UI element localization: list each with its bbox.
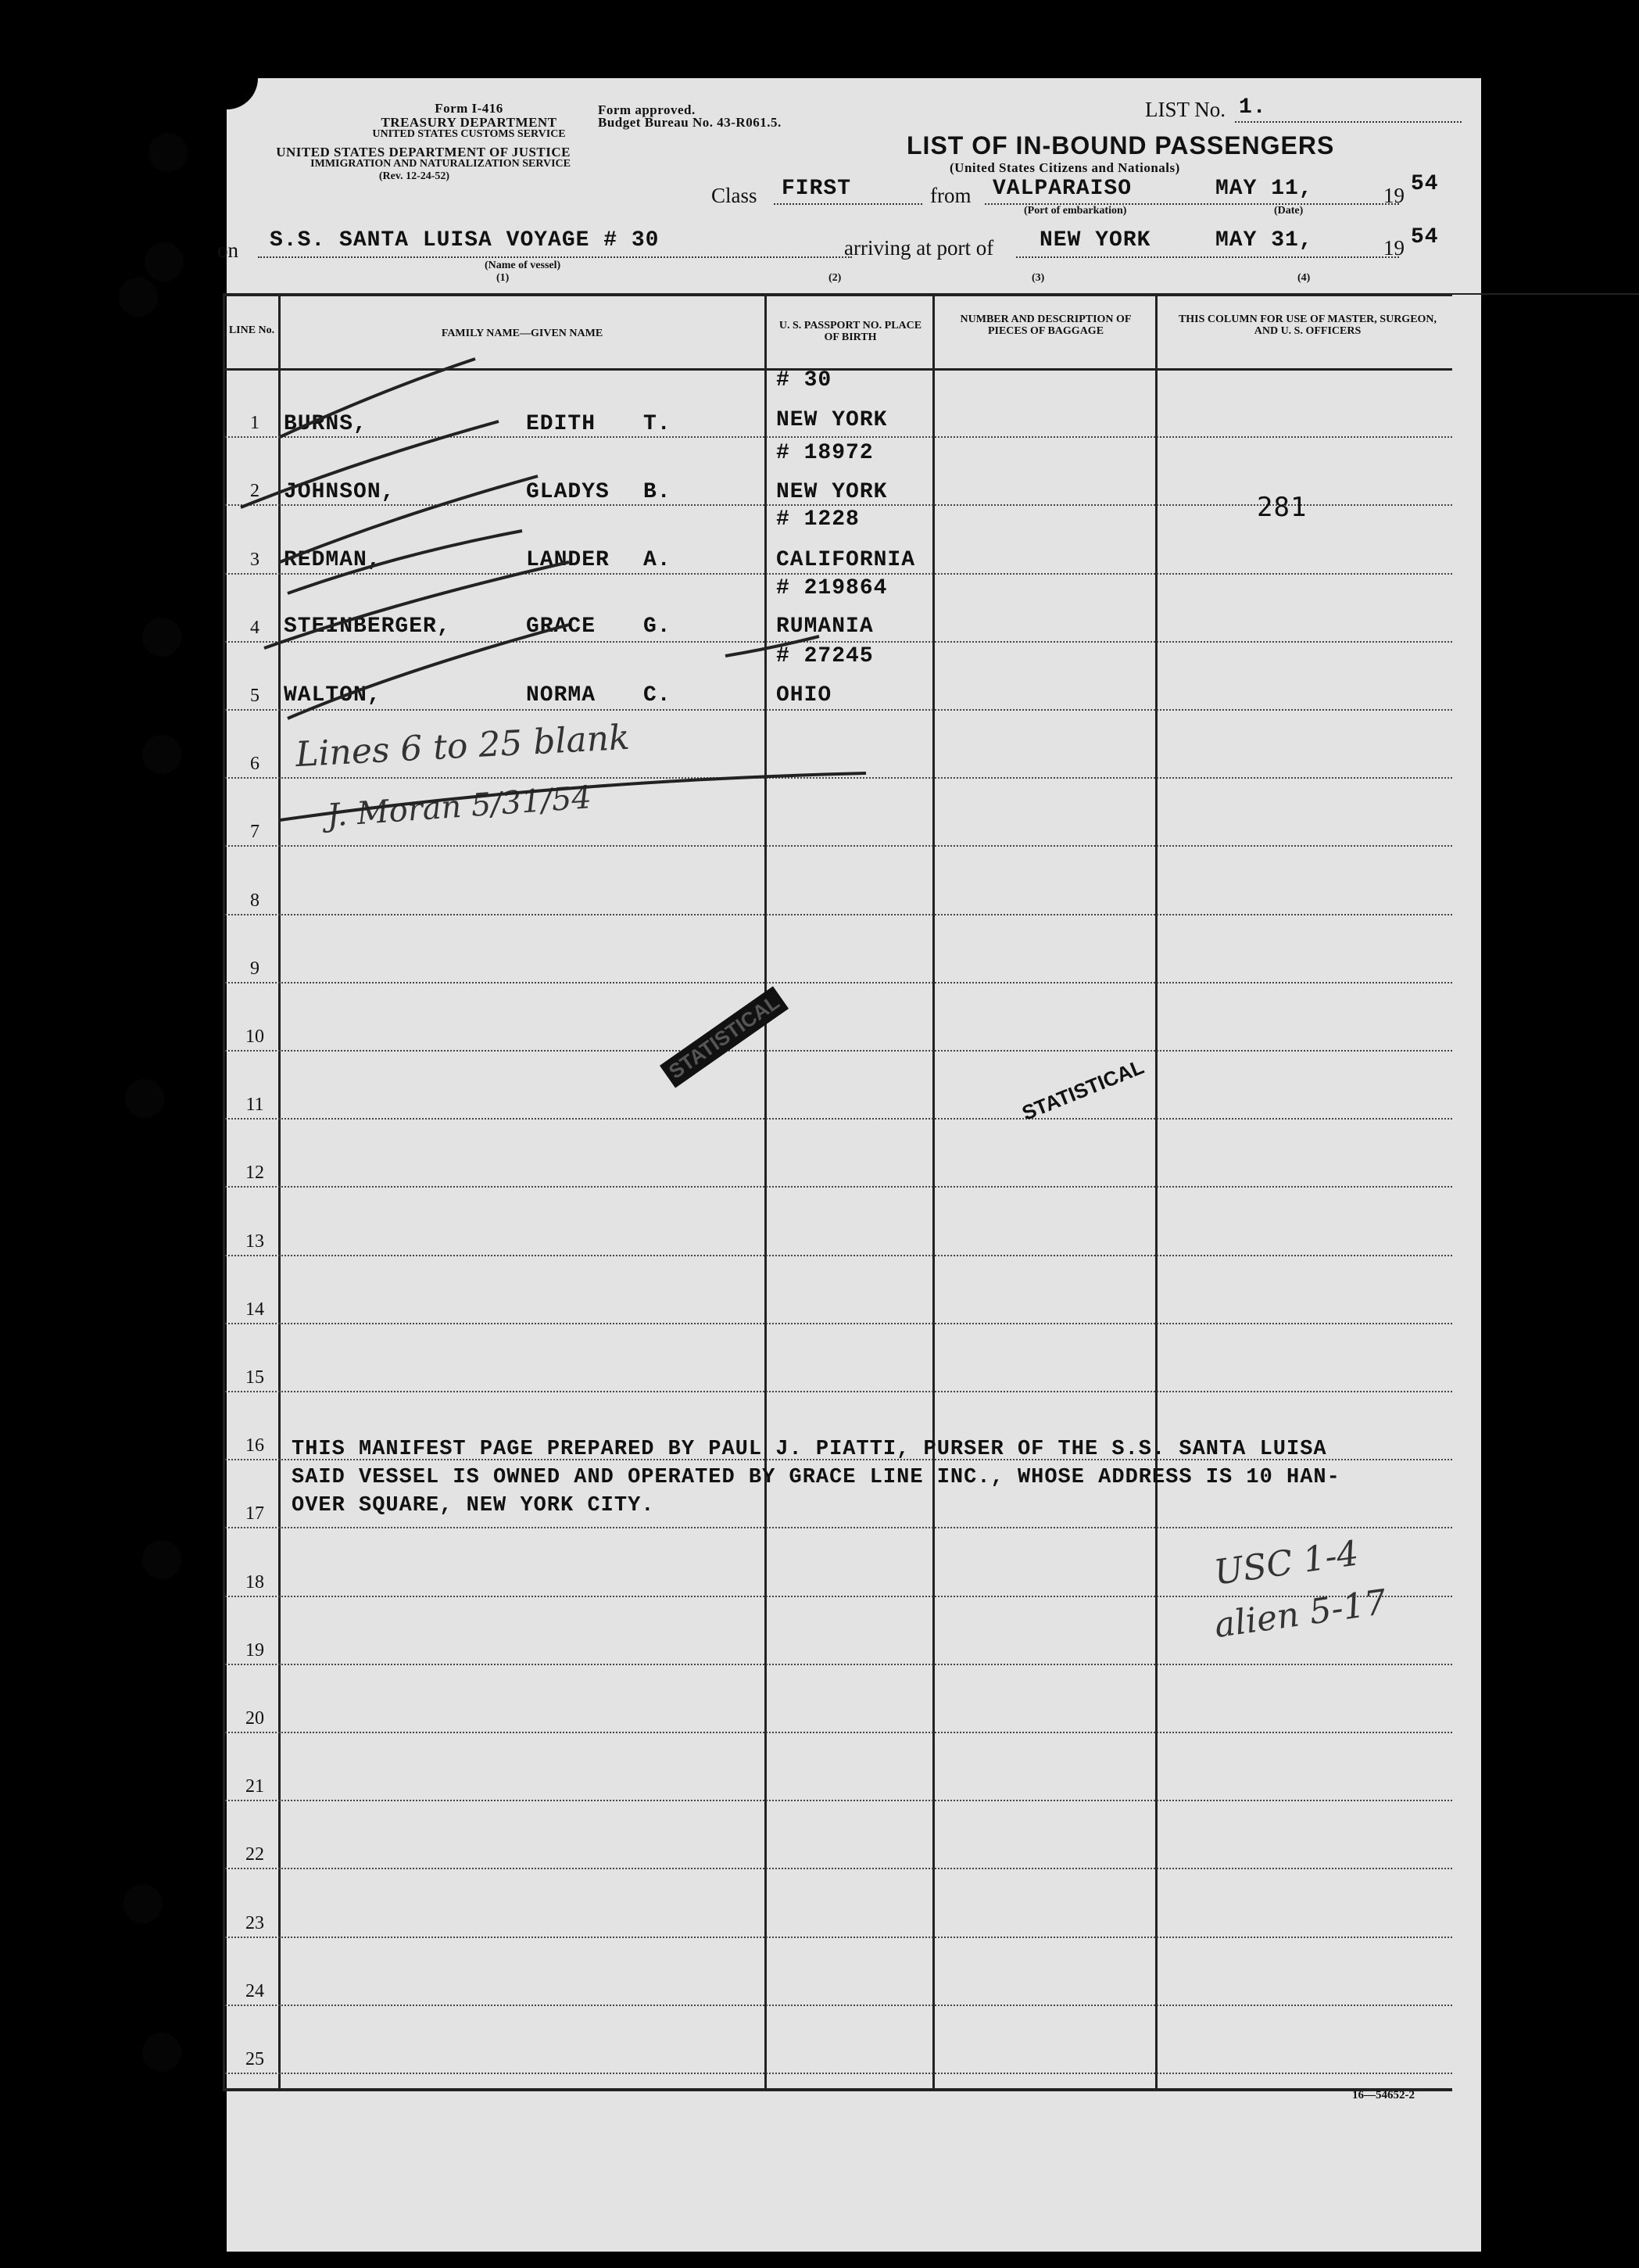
vessel-name: S.S. SANTA LUISA VOYAGE # 30	[270, 228, 660, 253]
handwritten-alien-count: alien 5-17	[1211, 1582, 1390, 1646]
passenger-2-initial: B.	[643, 480, 671, 504]
passenger-4-given: GRACE	[526, 614, 596, 639]
vessel-caption: (Name of vessel)	[485, 260, 561, 271]
page-subtitle: (United States Citizens and Nationals)	[950, 160, 1180, 175]
line-number: 10	[245, 1027, 264, 1047]
passenger-5-family: WALTON,	[284, 683, 381, 708]
passenger-5-initial: C.	[643, 683, 671, 708]
passenger-4-family: STEINBERGER,	[284, 614, 451, 639]
passenger-1-family: BURNS,	[284, 412, 367, 436]
from-port: VALPARAISO	[993, 177, 1133, 201]
line-number: 23	[245, 1912, 264, 1933]
passenger-3-family: REDMAN,	[284, 548, 381, 572]
passenger-2-passport: # 18972	[776, 441, 874, 465]
line-number: 7	[250, 822, 259, 843]
table-row	[225, 914, 1452, 915]
col-line-no: LINE No.	[228, 324, 275, 336]
col-name: FAMILY NAME—GIVEN NAME	[441, 328, 603, 339]
pen-strike-marks	[163, 281, 1100, 906]
line-number: 12	[245, 1163, 264, 1184]
passenger-1-passport: # 30	[776, 368, 832, 392]
passenger-1-initial: T.	[643, 412, 671, 436]
statement-line-2: SAID VESSEL IS OWNED AND OPERATED BY GRACE LINE INC., WHOSE ADDRESS IS 10 HAN-	[292, 1466, 1340, 1489]
statistical-stamp-1: STATISTICAL	[660, 986, 789, 1087]
class-label: Class	[711, 184, 757, 207]
line-number: 1	[250, 413, 259, 434]
passenger-3-given: LANDER	[526, 548, 610, 572]
line-number: 17	[245, 1503, 264, 1525]
ins-service: IMMIGRATION AND NATURALIZATION SERVICE	[310, 158, 571, 170]
port-embarkation-caption: (Port of embarkation)	[1024, 205, 1127, 217]
line-number: 13	[245, 1231, 264, 1252]
table-row	[225, 1118, 1452, 1120]
arriving-label: arriving at port of	[844, 236, 994, 260]
justice-dept: UNITED STATES DEPARTMENT OF JUSTICE	[276, 145, 571, 159]
table-row	[225, 1937, 1452, 1938]
passenger-4-birthplace: RUMANIA	[776, 614, 874, 639]
from-label: from	[930, 184, 972, 207]
col-officers: THIS COLUMN FOR USE OF MASTER, SURGEON, AND U. S. OFFICERS	[1178, 314, 1437, 337]
table-row	[225, 1868, 1452, 1869]
passenger-4-initial: G.	[643, 614, 671, 639]
passenger-3-birthplace: CALIFORNIA	[776, 548, 916, 572]
table-row	[225, 1391, 1452, 1392]
table-row	[225, 1050, 1452, 1052]
handwritten-blank-note: Lines 6 to 25 blank	[294, 717, 631, 776]
arrival-year: 54	[1411, 225, 1439, 249]
line-number: 9	[250, 958, 259, 979]
class-value: FIRST	[782, 177, 852, 201]
table-row	[225, 1596, 1452, 1597]
passenger-2-family: JOHNSON,	[284, 480, 395, 504]
passenger-3-initial: A.	[643, 548, 671, 572]
line-number: 18	[245, 1571, 264, 1593]
customs-service: UNITED STATES CUSTOMS SERVICE	[372, 128, 566, 140]
passenger-1-birthplace: NEW YORK	[776, 408, 888, 432]
line-number: 8	[250, 890, 259, 911]
line-number: 4	[250, 617, 259, 638]
arrival-port: NEW YORK	[1040, 228, 1151, 253]
line-number: 16	[245, 1435, 264, 1456]
statement-line-3: OVER SQUARE, NEW YORK CITY.	[292, 1494, 655, 1517]
statistical-stamp-2: STATISTICAL	[1018, 1055, 1147, 1125]
line-number: 20	[245, 1708, 264, 1729]
form-number: Form I-416	[435, 101, 503, 116]
date-caption: (Date)	[1274, 205, 1304, 217]
revision: (Rev. 12-24-52)	[378, 170, 450, 182]
passenger-3-passport: # 1228	[776, 507, 860, 532]
passenger-5-birthplace: OHIO	[776, 683, 832, 708]
handwritten-usc-count: USC 1-4	[1211, 1533, 1362, 1593]
from-date: MAY 11,	[1215, 177, 1313, 201]
line-number: 2	[250, 481, 259, 502]
table-row	[225, 1527, 1452, 1528]
passenger-5-passport: # 27245	[776, 644, 874, 668]
statement-line-1: THIS MANIFEST PAGE PREPARED BY PAUL J. PIATTI, PURSER OF THE S.S. SANTA LUISA	[292, 1438, 1327, 1461]
passenger-4-passport: # 219864	[776, 576, 888, 600]
passenger-5-given: NORMA	[526, 683, 596, 708]
from-year-prefix: 19	[1383, 184, 1405, 207]
arrival-year-prefix: 19	[1383, 236, 1405, 260]
passenger-2-birthplace: NEW YORK	[776, 480, 888, 504]
line-number: 5	[250, 686, 259, 706]
table-row	[225, 1732, 1452, 1733]
line-number: 11	[245, 1095, 264, 1116]
table-row	[225, 2073, 1452, 2074]
table-row	[225, 1664, 1452, 1665]
list-no-label: LIST No.	[1145, 98, 1226, 121]
passenger-2-given: GLADYS	[526, 480, 610, 504]
table-row	[225, 1323, 1452, 1324]
arrival-date: MAY 31,	[1215, 228, 1313, 253]
line-number: 6	[250, 754, 259, 775]
line-number: 21	[245, 1776, 264, 1797]
col-baggage: NUMBER AND DESCRIPTION OF PIECES OF BAGGAGE	[960, 314, 1132, 337]
line-number: 19	[245, 1639, 264, 1661]
list-no-value: 1.	[1239, 95, 1267, 120]
caption-2: (2)	[828, 272, 842, 284]
footer-code: 16—54652-2	[1352, 2089, 1415, 2101]
col-passport: U. S. PASSPORT NO. PLACE OF BIRTH	[778, 320, 922, 343]
line-number: 24	[245, 1980, 264, 2001]
line-number: 22	[245, 1844, 264, 1865]
line-number: 25	[245, 2049, 264, 2069]
table-row	[225, 1800, 1452, 1801]
passenger-table	[223, 293, 1452, 2091]
table-row	[225, 1255, 1452, 1256]
line-number: 14	[245, 1299, 264, 1320]
table-row	[225, 1186, 1452, 1188]
table-row	[225, 2005, 1452, 2006]
line-number: 15	[245, 1367, 264, 1388]
line-number: 3	[250, 549, 259, 570]
page-title: LIST OF IN-BOUND PASSENGERS	[907, 131, 1335, 159]
officer-note: 281	[1257, 492, 1308, 523]
caption-1: (1)	[496, 272, 510, 284]
caption-4: (4)	[1297, 272, 1311, 284]
passenger-1-given: EDITH	[526, 412, 596, 436]
table-row	[225, 982, 1452, 984]
caption-3: (3)	[1032, 272, 1045, 284]
from-year: 54	[1411, 172, 1439, 196]
treasury-dept: TREASURY DEPARTMENT	[381, 115, 557, 130]
handwritten-signature: J. Moran 5/31/54	[325, 779, 593, 834]
on-label: on	[217, 238, 238, 262]
budget-bureau: Budget Bureau No. 43-R061.5.	[598, 115, 782, 130]
form-approved: Form approved.	[598, 102, 696, 117]
